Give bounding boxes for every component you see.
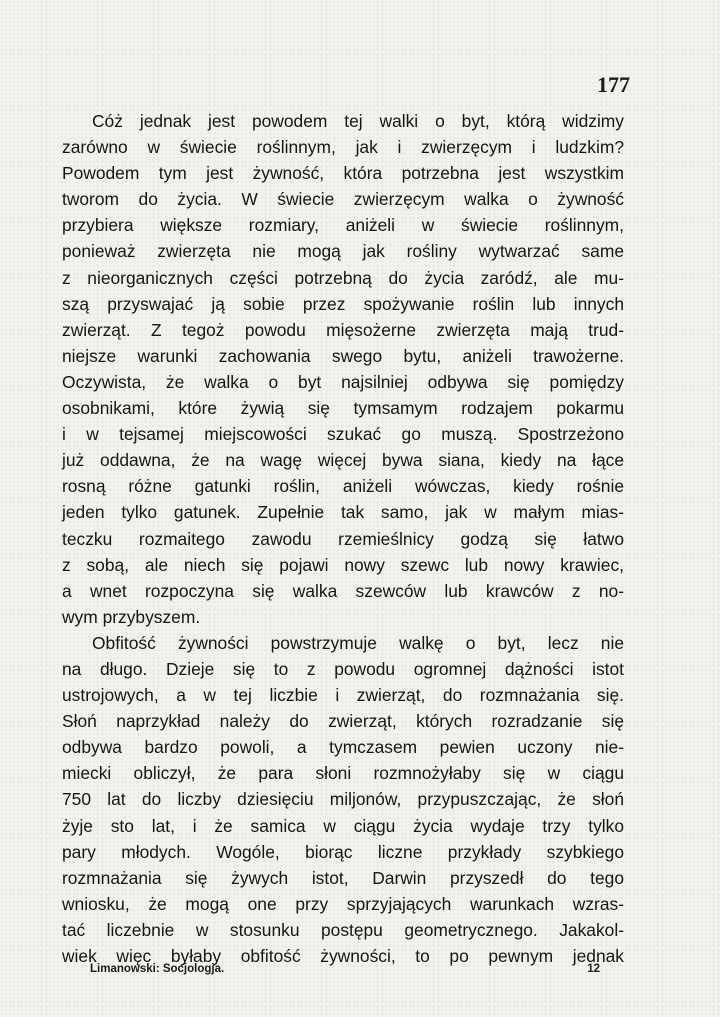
footer-signature-author: Limanowski: Socjologja. — [90, 963, 225, 975]
text-line: Powodem tym jest żywność, która potrzebna jest wszystkim — [62, 163, 624, 184]
text-line: zwierząt. Z tegoż powodu mięsożerne zwierzęta mają trud- — [62, 319, 624, 340]
text-line: na długo. Dzieje się to z powodu ogromnej dążności istot — [62, 658, 624, 679]
text-line: rosną różne gatunki roślin, aniżeli wówczas, kiedy rośnie — [62, 476, 624, 497]
text-line: jeden tylko gatunek. Zupełnie tak samo, jak w małym mias- — [62, 502, 624, 523]
page-number: 177 — [597, 72, 630, 97]
text-line: żyje sto lat, i że samica w ciągu życia wydaje trzy tylko — [62, 815, 624, 836]
text-line: a wnet rozpoczyna się walka szewców lub krawców z no- — [62, 580, 624, 601]
text-line: niejsze warunki zachowania swego bytu, aniżeli trawożerne. — [62, 345, 624, 366]
text-line: odbywa bardzo powoli, a tymczasem pewien uczony nie- — [62, 737, 624, 758]
text-line: pary młodych. Wogóle, biorąc liczne przykłady szybkiego — [62, 841, 624, 862]
paragraph-2 — [62, 630, 624, 969]
text-line: Obfitość żywności powstrzymuje walkę o byt, lecz nie — [92, 632, 624, 653]
text-line: 750 lat do liczby dziesięciu miljonów, przypuszczając, że słoń — [62, 789, 624, 810]
footer-signature-number: 12 — [587, 963, 600, 975]
text-line: tać liczebnie w stosunku postępu geometrycznego. Jakakol- — [62, 919, 624, 940]
text-line: wiek więc byłaby obfitość żywności, to po pewnym jednak — [62, 946, 624, 966]
paragraph-1 — [62, 108, 624, 630]
text-line: wym przybyszem. — [62, 606, 201, 627]
text-line: Oczywista, że walka o byt najsilniej odbywa się pomiędzy — [62, 371, 624, 392]
text-line: przybiera większe rozmiary, aniżeli w świecie roślinnym, — [62, 215, 624, 236]
text-line: ponieważ zwierzęta nie mogą jak rośliny wytwarzać same — [62, 241, 624, 262]
text-line: i w tejsamej miejscowości szukać go muszą. Spostrzeżono — [62, 424, 624, 445]
text-line: z nieorganicznych części potrzebną do życia zaródź, ale mu- — [62, 267, 624, 288]
text-line: rozmnażania się żywych istot, Darwin przyszedł do tego — [62, 867, 624, 888]
text-line: z sobą, ale niech się pojawi nowy szewc lub nowy krawiec, — [62, 554, 624, 575]
text-line: Słoń naprzykład należy do zwierząt, których rozradzanie się — [62, 711, 624, 732]
text-line: wniosku, że mogą one przy sprzyjających warunkach wzras- — [62, 893, 624, 914]
text-line: tworom do życia. W świecie zwierzęcym walka o żywność — [62, 189, 624, 210]
text-line: już oddawna, że na wagę więcej bywa siana, kiedy na łące — [62, 450, 624, 471]
text-line: Cóż jednak jest powodem tej walki o byt, którą widzimy — [92, 111, 624, 131]
body-text — [62, 108, 624, 969]
text-line: ustrojowych, a w tej liczbie i zwierząt, do rozmnażania się. — [62, 685, 624, 706]
text-line: szą przyswajać ją sobie przez spożywanie roślin lub innych — [62, 293, 624, 314]
text-line: zarówno w świecie roślinnym, jak i zwierzęcym i ludzkim? — [62, 137, 624, 158]
text-line: osobnikami, które żywią się tymsamym rodzajem pokarmu — [62, 398, 624, 419]
text-line: miecki obliczył, że para słoni rozmnożyłaby się w ciągu — [62, 763, 624, 784]
text-line: teczku rozmaitego zawodu rzemieślnicy godzą się łatwo — [62, 528, 624, 549]
